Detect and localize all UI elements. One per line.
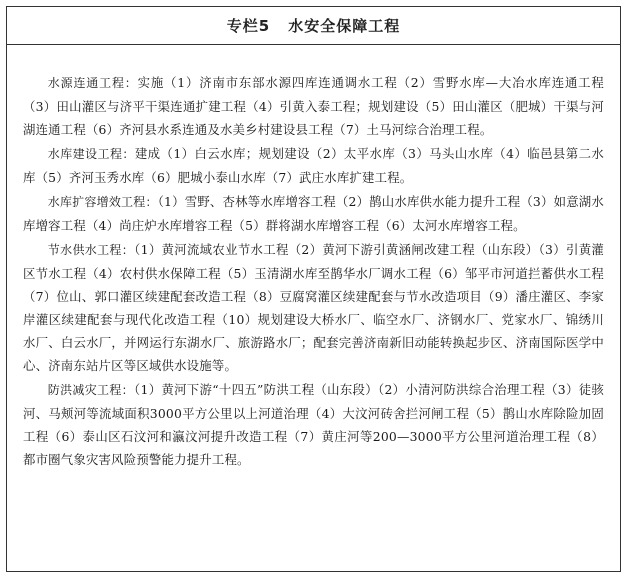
section-text: （1）黄河流域农业节水工程（2）黄河下游引黄涵闸改建工程（山东段）（3）引黄灌区节水工程（4）农村供水保障工程（5）玉清湖水库至鹊华水厂调水工程（6）邹平市河道拦蓄供水工程（7）位山、郭口灌区续建配套改造工程（8）豆腐窝灌区续建配套与节水改造项目（9）潘庄灌区、李家岸灌区续建配套与现代化改造工程（10）规划建设大桥水厂、临空水厂、济钢水厂、党家水厂、锦绣川水厂、白云水厂，并网运行东湖水厂、旅游路水厂；配套完善济南新旧动能转换起步区、济南国际医学中心、济南东站片区等区域供水设施等。 [23, 242, 604, 373]
section-text: （1）雪野、杏林等水库增容工程（2）鹊山水库供水能力提升工程（3）如意湖水库增容工程（4）尚庄炉水库增容工程（5）群将湖水库增容工程（6）太河水库增容工程。 [23, 194, 604, 233]
section-text: 建成（1）白云水库；规划建设（2）太平水库（3）马头山水库（4）临邑县第二水库（5）齐河玉秀水库（6）肥城小泰山水库（7）武庄水库扩建工程。 [23, 146, 604, 185]
section-text: （1）黄河下游“十四五”防洪工程（山东段）（2）小清河防洪综合治理工程（3）徒骇河、马颊河等流域面积3000平方公里以上河道治理（4）大汶河砖舍拦河闸工程（5）鹊山水库除险加固工程（6）泰山区石汶河和瀛汶河提升改造工程（7）黄庄河等200—3000平方公里河道治理工程（8）都市圈气象灾害风险预警能力提升工程。 [23, 382, 605, 467]
section-water-saving-supply [23, 238, 604, 377]
box-title [227, 15, 400, 36]
section-label: 节水供水工程： [47, 243, 135, 257]
section-reservoir-expansion [23, 190, 604, 237]
box-title-prefix: 专栏5 [226, 17, 271, 35]
box-title-bar [7, 7, 620, 45]
section-water-connection [23, 71, 604, 141]
column-box [6, 6, 621, 572]
section-label: 水源连通工程： [47, 76, 138, 90]
section-flood-control [23, 378, 604, 471]
section-text: 实施（1）济南市东部水源四库连通调水工程（2）雪野水库—大冶水库连通工程（3）田山灌区与济平干渠连通扩建工程（4）引黄入泰工程；规划建设（5）田山灌区（肥城）干渠与河湖连通工程（6）齐河县水系连通及水美乡村建设县工程（7）土马河综合治理工程。 [23, 75, 604, 137]
box-title-text: 水安全保障工程 [288, 17, 401, 35]
section-label: 防洪减灾工程： [47, 383, 134, 397]
section-label: 水库扩容增效工程： [47, 195, 158, 209]
section-reservoir-construction [23, 142, 604, 189]
box-content [7, 45, 620, 471]
section-label: 水库建设工程： [47, 147, 135, 161]
